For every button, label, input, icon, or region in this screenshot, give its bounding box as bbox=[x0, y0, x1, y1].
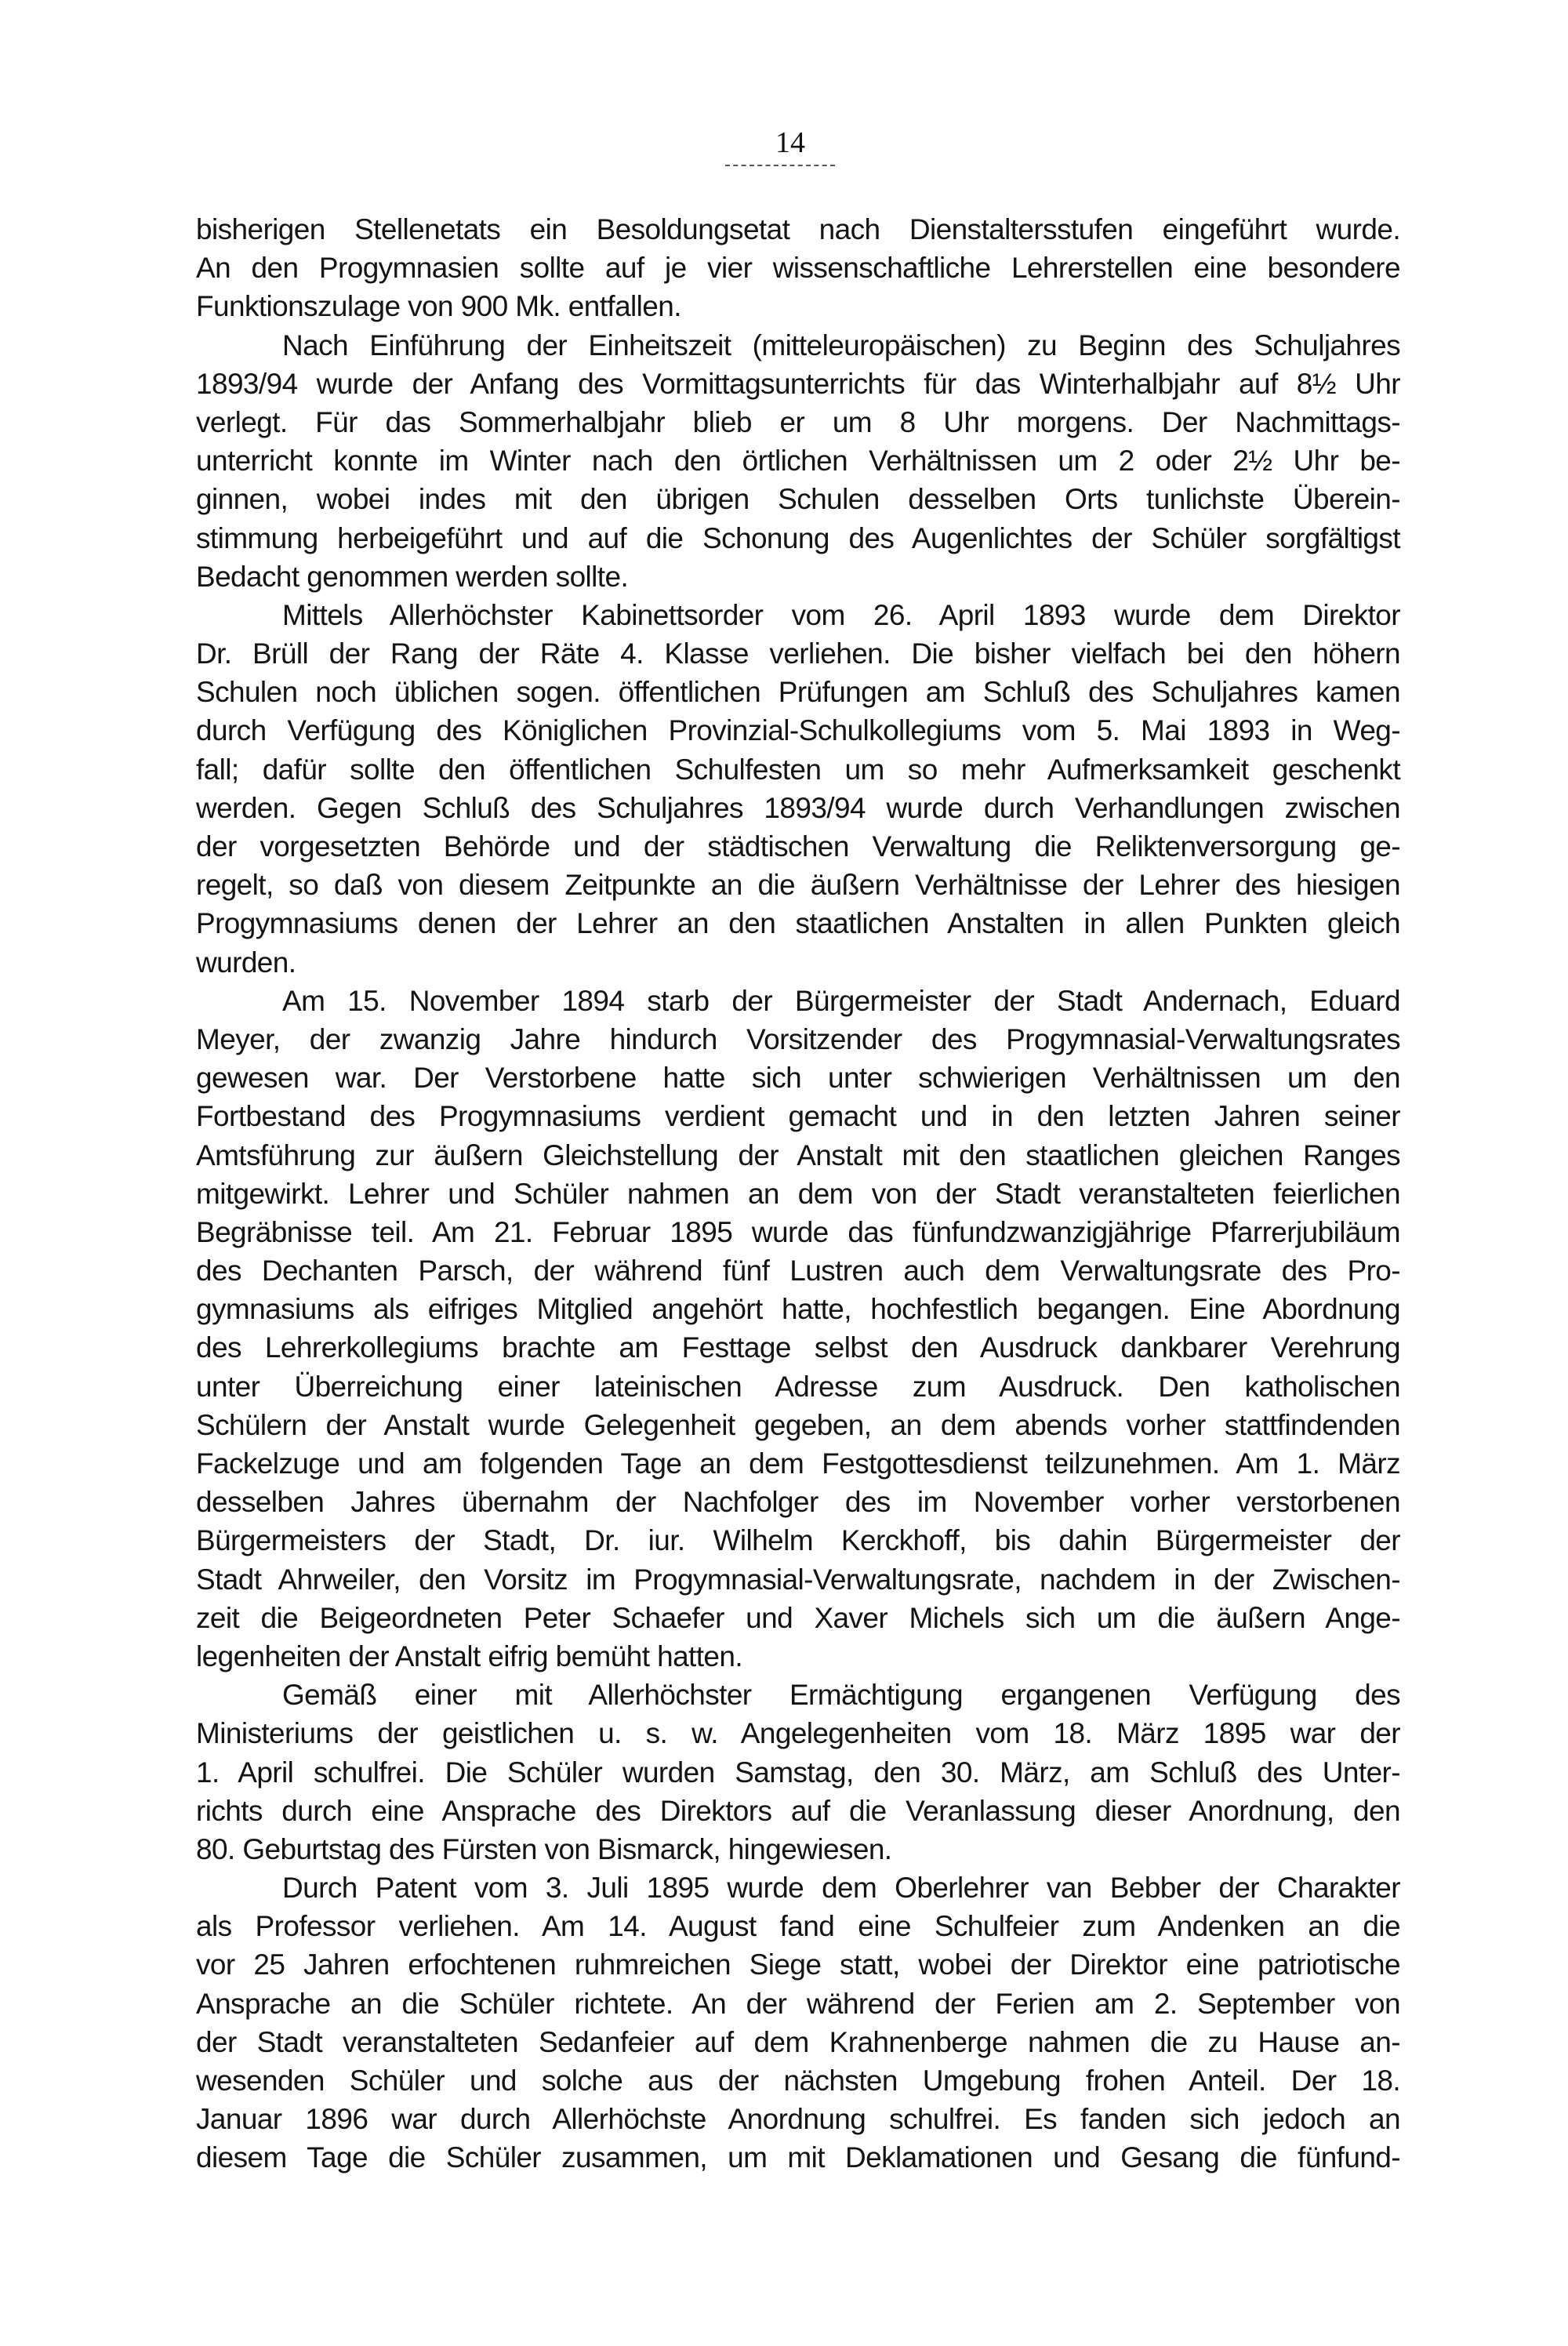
text-line: Mittels Allerhöchster Kabinettsorder vom 26. April 1893 wurde dem Direktor bbox=[282, 598, 1400, 631]
body-text bbox=[196, 210, 1400, 2177]
text-line: zeit die Beigeordneten Peter Schaefer und Xaver Michels sich um die äußern Ange- bbox=[196, 1601, 1400, 1634]
text-line: unter Überreichung einer lateinischen Adresse zum Ausdruck. Den katholischen bbox=[196, 1370, 1400, 1403]
text-line: Schülern der Anstalt wurde Gelegenheit gegeben, an dem abends vorher stattfindenden bbox=[196, 1408, 1400, 1441]
text-line: Funktionszulage von 900 Mk. entfallen. bbox=[196, 290, 681, 323]
text-line: 80. Geburtstag des Fürsten von Bismarck, hingewiesen. bbox=[196, 1832, 892, 1865]
text-line: der Stadt veranstalteten Sedanfeier auf dem Krahnenberge nahmen die zu Hause an- bbox=[196, 2025, 1400, 2058]
text-line: Bürgermeisters der Stadt, Dr. iur. Wilhelm Kerckhoff, bis dahin Bürgermeister der bbox=[196, 1524, 1400, 1557]
text-line: Meyer, der zwanzig Jahre hindurch Vorsitzender des Progymnasial-Verwaltungsrates bbox=[196, 1022, 1400, 1055]
text-line: vor 25 Jahren erfochtenen ruhmreichen Siege statt, wobei der Direktor eine patriotische bbox=[196, 1948, 1400, 1981]
text-line: bisherigen Stellenetats ein Besoldungsetat nach Dienstaltersstufen eingeführt wurde. bbox=[196, 213, 1400, 245]
text-line: Nach Einführung der Einheitszeit (mitteleuropäischen) zu Beginn des Schuljahres bbox=[282, 329, 1400, 361]
text-line: Ministeriums der geistlichen u. s. w. Angelegenheiten vom 18. März 1895 war der bbox=[196, 1717, 1400, 1750]
text-line: 1893/94 wurde der Anfang des Vormittagsunterrichts für das Winterhalbjahr auf 8½ Uhr bbox=[196, 367, 1400, 400]
paragraph bbox=[196, 1676, 1400, 1868]
text-line: Fortbestand des Progymnasiums verdient gemacht und in den letzten Jahren seiner bbox=[196, 1100, 1400, 1133]
text-line: verlegt. Für das Sommerhalbjahr blieb er um 8 Uhr morgens. Der Nachmittags- bbox=[196, 405, 1400, 438]
text-line: als Professor verliehen. Am 14. August fand eine Schulfeier zum Andenken an die bbox=[196, 1910, 1400, 1943]
text-line: ginnen, wobei indes mit den übrigen Schulen desselben Orts tunlichste Überein- bbox=[196, 483, 1400, 516]
page-number: 14 bbox=[775, 126, 805, 159]
text-line: Januar 1896 war durch Allerhöchste Anordnung schulfrei. Es fanden sich jedoch an bbox=[196, 2103, 1400, 2136]
text-line: werden. Gegen Schluß des Schuljahres 1893/94 wurde durch Verhandlungen zwischen bbox=[196, 791, 1400, 824]
text-line: fall; dafür sollte den öffentlichen Schulfesten um so mehr Aufmerksamkeit geschenkt bbox=[196, 753, 1400, 786]
text-line: Ansprache an die Schüler richtete. An der während der Ferien am 2. September von bbox=[196, 1987, 1400, 2020]
text-line: mitgewirkt. Lehrer und Schüler nahmen an dem von der Stadt veranstalteten feierlichen bbox=[196, 1177, 1400, 1210]
text-line: gymnasiums als eifriges Mitglied angehört hatte, hochfestlich begangen. Eine Abordnung bbox=[196, 1293, 1400, 1326]
text-line: des Dechanten Parsch, der während fünf Lustren auch dem Verwaltungsrate des Pro- bbox=[196, 1255, 1400, 1287]
text-line: Durch Patent vom 3. Juli 1895 wurde dem Oberlehrer van Bebber der Charakter bbox=[282, 1872, 1400, 1905]
text-line: An den Progymnasien sollte auf je vier wissenschaftliche Lehrerstellen eine besondere bbox=[196, 252, 1400, 285]
text-line: der vorgesetzten Behörde und der städtischen Verwaltung die Reliktenversorgung ge- bbox=[196, 830, 1400, 862]
text-line: Begräbnisse teil. Am 21. Februar 1895 wurde das fünfundzwanzigjährige Pfarrerjubiläum bbox=[196, 1215, 1400, 1248]
text-line: 1. April schulfrei. Die Schüler wurden Samstag, den 30. März, am Schluß des Unter- bbox=[196, 1756, 1400, 1789]
text-line: stimmung herbeigeführt und auf die Schonung des Augenlichtes der Schüler sorgfältigst bbox=[196, 521, 1400, 554]
text-line: Progymnasiums denen der Lehrer an den staatlichen Anstalten in allen Punkten gleich bbox=[196, 907, 1400, 940]
text-line: unterricht konnte im Winter nach den örtlichen Verhältnissen um 2 oder 2½ Uhr be- bbox=[196, 445, 1400, 478]
text-line: Stadt Ahrweiler, den Vorsitz im Progymnasial-Verwaltungsrate, nachdem in der Zwischen- bbox=[196, 1563, 1400, 1596]
text-line: legenheiten der Anstalt eifrig bemüht hatten. bbox=[196, 1640, 743, 1672]
text-line: Gemäß einer mit Allerhöchster Ermächtigung ergangenen Verfügung des bbox=[282, 1679, 1400, 1712]
text-line: wesenden Schüler und solche aus der nächsten Umgebung frohen Anteil. Der 18. bbox=[196, 2065, 1400, 2097]
paragraph bbox=[196, 982, 1400, 1676]
text-line: desselben Jahres übernahm der Nachfolger des im November vorher verstorbenen bbox=[196, 1486, 1400, 1519]
paragraph bbox=[196, 210, 1400, 326]
text-line: durch Verfügung des Königlichen Provinzial-Schulkollegiums vom 5. Mai 1893 in Weg- bbox=[196, 714, 1400, 747]
text-line: Dr. Brüll der Rang der Räte 4. Klasse verliehen. Die bisher vielfach bei den höhern bbox=[196, 637, 1400, 670]
page-number-rule bbox=[725, 165, 835, 166]
text-line: richts durch eine Ansprache des Direktors auf die Veranlassung dieser Anordnung, den bbox=[196, 1794, 1400, 1827]
text-line: des Lehrerkollegiums brachte am Festtage selbst den Ausdruck dankbarer Verehrung bbox=[196, 1331, 1400, 1364]
text-line: Am 15. November 1894 starb der Bürgermeister der Stadt Andernach, Eduard bbox=[282, 984, 1400, 1017]
paragraph bbox=[196, 596, 1400, 982]
text-line: wurden. bbox=[196, 946, 296, 979]
text-line: Fackelzuge und am folgenden Tage an dem Festgottesdienst teilzunehmen. Am 1. März bbox=[196, 1447, 1400, 1480]
paragraph bbox=[196, 1868, 1400, 2177]
text-line: Amtsführung zur äußern Gleichstellung der Anstalt mit den staatlichen gleichen Ranges bbox=[196, 1138, 1400, 1171]
text-line: gewesen war. Der Verstorbene hatte sich unter schwierigen Verhältnissen um den bbox=[196, 1062, 1400, 1095]
text-line: diesem Tage die Schüler zusammen, um mit Deklamationen und Gesang die fünfund- bbox=[196, 2141, 1400, 2174]
paragraph bbox=[196, 326, 1400, 596]
text-line: Bedacht genommen werden sollte. bbox=[196, 560, 629, 593]
text-line: regelt, so daß von diesem Zeitpunkte an die äußern Verhältnisse der Lehrer des hiesigen bbox=[196, 869, 1400, 902]
text-line: Schulen noch üblichen sogen. öffentlichen Prüfungen am Schluß des Schuljahres kamen bbox=[196, 676, 1400, 709]
